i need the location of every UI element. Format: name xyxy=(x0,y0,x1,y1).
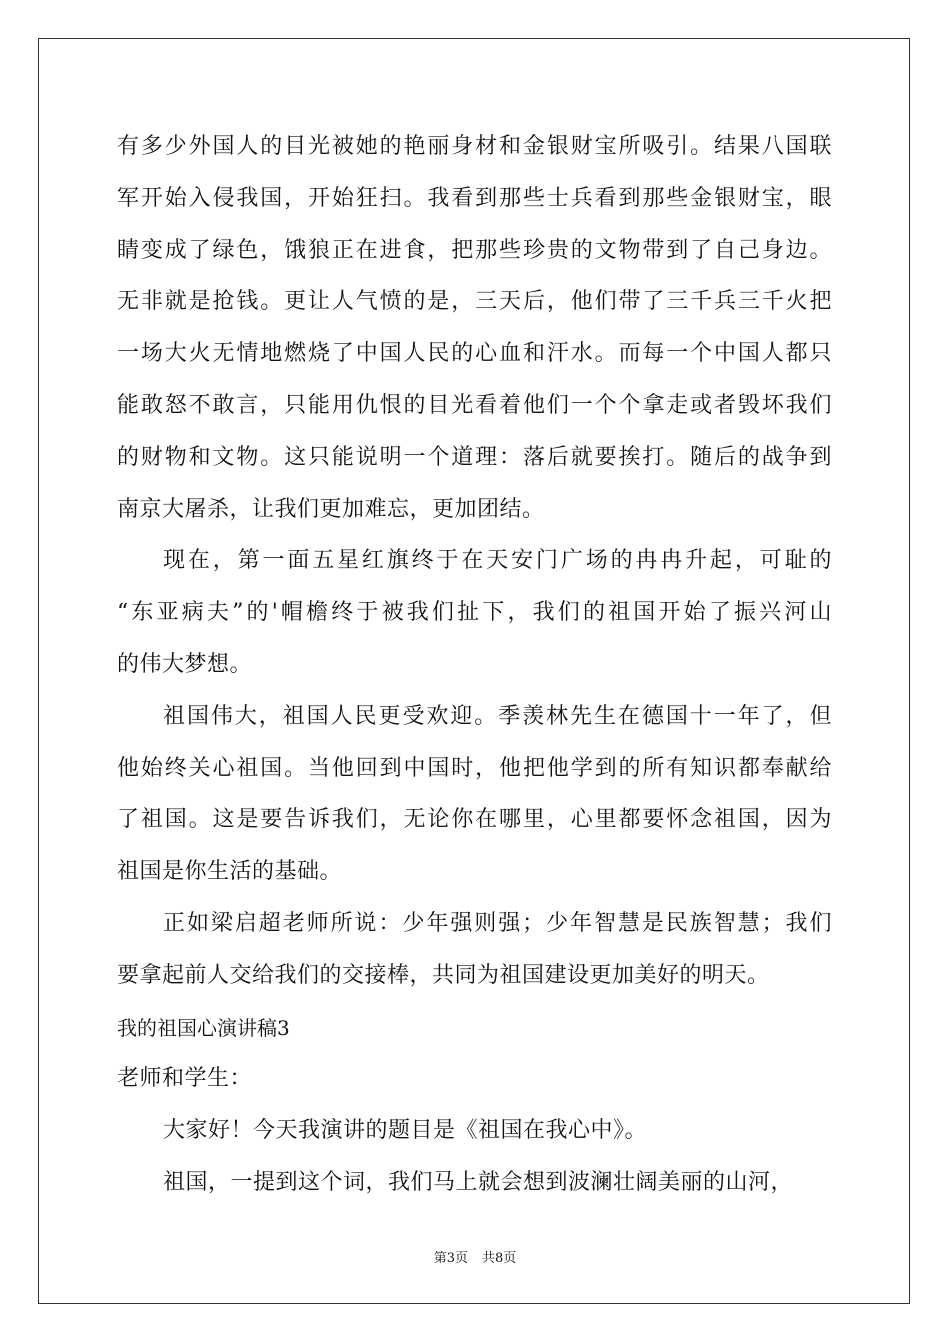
text-line: 要拿起前人交给我们的交接棒，共同为祖国建设更加美好的明天。 xyxy=(117,962,770,988)
text-line: 无非就是抢钱。更让人气愤的是，三天后，他们带了三千兵三千火把 xyxy=(117,289,832,315)
page-footer xyxy=(0,1247,950,1266)
text-line: 祖国是你生活的基础。 xyxy=(117,859,343,885)
document-body xyxy=(117,130,832,1218)
text-line: “东亚病夫”的'帽檐终于被我们扯下，我们的祖国开始了振兴河山 xyxy=(117,600,832,626)
text-line: 的伟大梦想。 xyxy=(117,651,253,677)
page-total: 共8页 xyxy=(482,1251,517,1266)
text-line: 能敢怒不敢言，只能用仇恨的目光看着他们一个个拿走或者毁坏我们 xyxy=(117,392,832,418)
page-number: 第3页 xyxy=(433,1251,468,1266)
salutation-line: 老师和学生： xyxy=(117,1066,253,1092)
text-line: 睛变成了绿色，饿狼正在进食，把那些珍贵的文物带到了自己身边。 xyxy=(117,237,832,263)
paragraph-start-line: 祖国伟大，祖国人民更受欢迎。季羡林先生在德国十一年了，但 xyxy=(163,703,832,729)
text-line: 军开始入侵我国，开始狂扫。我看到那些士兵看到那些金银财宝，眼 xyxy=(117,185,832,211)
paragraph-start-line: 大家好！今天我演讲的题目是《祖国在我心中》。 xyxy=(163,1118,648,1144)
paragraph-start-line: 现在，第一面五星红旗终于在天安门广场的冉冉升起，可耻的 xyxy=(163,548,832,574)
text-line: 南京大屠杀，让我们更加难忘，更加团结。 xyxy=(117,496,545,522)
paragraph-start-line: 正如梁启超老师所说：少年强则强；少年智慧是民族智慧；我们 xyxy=(163,910,832,936)
text-line: 一场大火无情地燃烧了中国人民的心血和汗水。而每一个中国人都只 xyxy=(117,341,832,367)
paragraph-start-line: 祖国，一提到这个词，我们马上就会想到波澜壮阔美丽的山河， xyxy=(163,1169,794,1195)
text-line: 了祖国。这是要告诉我们，无论你在哪里，心里都要怀念祖国，因为 xyxy=(117,807,832,833)
text-line: 有多少外国人的目光被她的艳丽身材和金银财宝所吸引。结果八国联 xyxy=(117,134,832,159)
text-line: 的财物和文物。这只能说明一个道理：落后就要挨打。随后的战争到 xyxy=(117,444,832,470)
text-line: 他始终关心祖国。当他回到中国时，他把他学到的所有知识都奉献给 xyxy=(117,755,832,781)
section-title: 我的祖国心演讲稿3 xyxy=(117,1015,290,1040)
